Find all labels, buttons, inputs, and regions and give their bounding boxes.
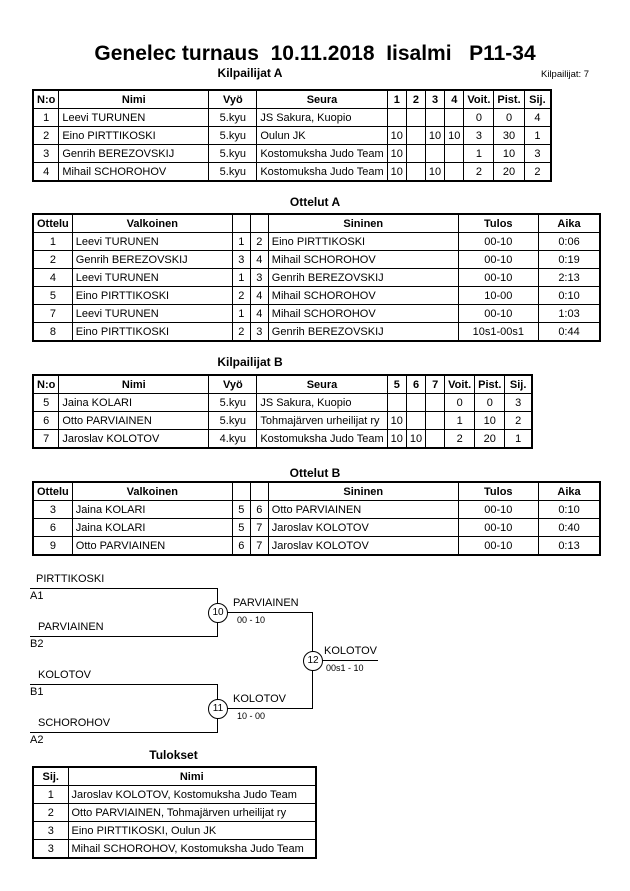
cell-club: Oulun JK bbox=[257, 127, 387, 145]
cell-result-3 bbox=[426, 430, 445, 449]
col-header-blue: Sininen bbox=[268, 482, 458, 501]
cell-no: 7 bbox=[33, 430, 59, 449]
results-table bbox=[32, 766, 317, 859]
result-row bbox=[33, 840, 316, 859]
cell-points: 20 bbox=[494, 163, 524, 182]
cell-name: Mihail SCHOROHOV, Kostomuksha Judo Team bbox=[68, 840, 316, 859]
cell-white-number: 2 bbox=[232, 323, 250, 342]
pool-a-heading: Kilpailijat A bbox=[217, 66, 283, 80]
cell-result: 00-10 bbox=[458, 519, 538, 537]
page-title: Genelec turnaus 10.11.2018 Iisalmi P11-34 bbox=[94, 42, 536, 65]
cell-blue-name: Jaroslav KOLOTOV bbox=[268, 537, 458, 556]
col-header-time: Aika bbox=[538, 214, 600, 233]
cell-blue-number: 3 bbox=[250, 269, 268, 287]
results-heading: Tulokset bbox=[149, 748, 198, 762]
cell-name: Mihail SCHOROHOV bbox=[59, 163, 209, 182]
col-header-name: Nimi bbox=[68, 767, 316, 786]
cell-white-name: Leevi TURUNEN bbox=[72, 233, 232, 251]
cell-wins: 1 bbox=[445, 412, 475, 430]
col-header-blue-number bbox=[250, 482, 268, 501]
cell-wins: 0 bbox=[464, 109, 494, 127]
cell-match-no: 9 bbox=[33, 537, 72, 556]
header-row bbox=[33, 214, 600, 233]
cell-blue-number: 6 bbox=[250, 501, 268, 519]
cell-result: 00-10 bbox=[458, 537, 538, 556]
cell-result-2 bbox=[406, 394, 425, 412]
cell-name: Eino PIRTTIKOSKI bbox=[59, 127, 209, 145]
bracket-winner: PARVIAINEN bbox=[233, 597, 299, 609]
col-header-7: 7 bbox=[426, 375, 445, 394]
cell-result: 00-10 bbox=[458, 251, 538, 269]
cell-points: 10 bbox=[494, 145, 524, 163]
header-row bbox=[33, 375, 532, 394]
cell-white-name: Leevi TURUNEN bbox=[72, 269, 232, 287]
cell-belt: 5.kyu bbox=[209, 127, 257, 145]
cell-blue-number: 3 bbox=[250, 323, 268, 342]
cell-belt: 5.kyu bbox=[209, 394, 257, 412]
bracket-score: 00s1 - 10 bbox=[326, 663, 364, 673]
cell-white-number: 5 bbox=[232, 501, 250, 519]
cell-club: Tohmajärven urheilijat ry bbox=[257, 412, 387, 430]
cell-place: 2 bbox=[524, 163, 551, 182]
cell-no: 2 bbox=[33, 127, 59, 145]
col-header-club: Seura bbox=[257, 90, 387, 109]
match-row bbox=[33, 537, 600, 556]
cell-no: 4 bbox=[33, 163, 59, 182]
cell-points: 0 bbox=[494, 109, 524, 127]
match-row bbox=[33, 251, 600, 269]
match-number-badge: 12 bbox=[303, 651, 323, 671]
cell-place: 3 bbox=[505, 394, 532, 412]
bracket-line bbox=[30, 684, 218, 685]
cell-white-number: 6 bbox=[232, 537, 250, 556]
bracket-line bbox=[30, 588, 218, 589]
col-header-points: Pist. bbox=[475, 375, 505, 394]
competitor-row bbox=[33, 412, 532, 430]
cell-match-no: 7 bbox=[33, 305, 72, 323]
bracket-line bbox=[321, 660, 378, 661]
col-header-points: Pist. bbox=[494, 90, 524, 109]
match-number-badge: 11 bbox=[208, 699, 228, 719]
cell-no: 3 bbox=[33, 145, 59, 163]
bracket-competitor: PIRTTIKOSKI bbox=[36, 573, 105, 585]
result-row bbox=[33, 822, 316, 840]
cell-blue-name: Eino PIRTTIKOSKI bbox=[268, 233, 458, 251]
cell-no: 6 bbox=[33, 412, 59, 430]
cell-no: 5 bbox=[33, 394, 59, 412]
cell-blue-number: 4 bbox=[250, 251, 268, 269]
cell-blue-name: Mihail SCHOROHOV bbox=[268, 287, 458, 305]
cell-belt: 5.kyu bbox=[209, 109, 257, 127]
cell-match-no: 8 bbox=[33, 323, 72, 342]
cell-result-2 bbox=[406, 163, 425, 182]
cell-white-name: Eino PIRTTIKOSKI bbox=[72, 287, 232, 305]
cell-place: 3 bbox=[33, 840, 68, 859]
cell-result: 00-10 bbox=[458, 305, 538, 323]
col-header-no: N:o bbox=[33, 90, 59, 109]
col-header-white-number bbox=[232, 482, 250, 501]
cell-time: 0:10 bbox=[538, 287, 600, 305]
cell-white-name: Eino PIRTTIKOSKI bbox=[72, 323, 232, 342]
col-header-no: N:o bbox=[33, 375, 59, 394]
bracket-line bbox=[226, 612, 312, 613]
cell-result: 10s1-00s1 bbox=[458, 323, 538, 342]
cell-match-no: 3 bbox=[33, 501, 72, 519]
cell-points: 10 bbox=[475, 412, 505, 430]
col-header-place: Sij. bbox=[524, 90, 551, 109]
cell-white-number: 3 bbox=[232, 251, 250, 269]
cell-white-name: Leevi TURUNEN bbox=[72, 305, 232, 323]
cell-blue-number: 4 bbox=[250, 287, 268, 305]
cell-belt: 5.kyu bbox=[209, 412, 257, 430]
col-header-belt: Vyö bbox=[209, 90, 257, 109]
bracket-seed: B1 bbox=[30, 686, 44, 698]
cell-points: 0 bbox=[475, 394, 505, 412]
cell-time: 0:06 bbox=[538, 233, 600, 251]
cell-result-1 bbox=[387, 109, 406, 127]
cell-blue-name: Genrih BEREZOVSKIJ bbox=[268, 323, 458, 342]
col-header-white: Valkoinen bbox=[72, 482, 232, 501]
cell-points: 20 bbox=[475, 430, 505, 449]
col-header-6: 6 bbox=[406, 375, 425, 394]
col-header-1: 1 bbox=[387, 90, 406, 109]
cell-white-name: Genrih BEREZOVSKIJ bbox=[72, 251, 232, 269]
cell-club: JS Sakura, Kuopio bbox=[257, 109, 387, 127]
cell-result: 00-10 bbox=[458, 233, 538, 251]
match-row bbox=[33, 305, 600, 323]
match-row bbox=[33, 233, 600, 251]
cell-time: 0:19 bbox=[538, 251, 600, 269]
matches-b-table bbox=[32, 481, 601, 556]
cell-white-number: 1 bbox=[232, 305, 250, 323]
cell-result-3 bbox=[426, 412, 445, 430]
cell-place: 1 bbox=[524, 127, 551, 145]
cell-result-3 bbox=[425, 109, 444, 127]
competitor-row bbox=[33, 430, 532, 449]
cell-wins: 0 bbox=[445, 394, 475, 412]
cell-place: 3 bbox=[33, 822, 68, 840]
cell-result-4 bbox=[445, 163, 464, 182]
cell-white-name: Jaina KOLARI bbox=[72, 501, 232, 519]
cell-place: 1 bbox=[505, 430, 532, 449]
col-header-blue-number bbox=[250, 214, 268, 233]
cell-name: Otto PARVIAINEN bbox=[59, 412, 209, 430]
col-header-5: 5 bbox=[387, 375, 406, 394]
cell-result-2 bbox=[406, 412, 425, 430]
cell-result-2: 10 bbox=[406, 430, 425, 449]
cell-name: Leevi TURUNEN bbox=[59, 109, 209, 127]
col-header-time: Aika bbox=[538, 482, 600, 501]
cell-match-no: 2 bbox=[33, 251, 72, 269]
cell-result-2 bbox=[406, 127, 425, 145]
col-header-belt: Vyö bbox=[209, 375, 257, 394]
cell-time: 1:03 bbox=[538, 305, 600, 323]
cell-place: 3 bbox=[524, 145, 551, 163]
cell-points: 30 bbox=[494, 127, 524, 145]
col-header-result: Tulos bbox=[458, 214, 538, 233]
bracket-seed: A1 bbox=[30, 590, 44, 602]
cell-time: 0:13 bbox=[538, 537, 600, 556]
cell-club: Kostomuksha Judo Team bbox=[257, 430, 387, 449]
bracket-competitor: PARVIAINEN bbox=[38, 621, 104, 633]
cell-result-1: 10 bbox=[387, 145, 406, 163]
pool-b-heading: Kilpailijat B bbox=[217, 355, 283, 369]
match-row bbox=[33, 519, 600, 537]
col-header-club: Seura bbox=[257, 375, 387, 394]
match-row bbox=[33, 501, 600, 519]
col-header-result: Tulos bbox=[458, 482, 538, 501]
cell-blue-number: 4 bbox=[250, 305, 268, 323]
matches-b-heading: Ottelut B bbox=[289, 466, 341, 480]
cell-wins: 2 bbox=[464, 163, 494, 182]
cell-result: 10-00 bbox=[458, 287, 538, 305]
cell-no: 1 bbox=[33, 109, 59, 127]
cell-white-name: Otto PARVIAINEN bbox=[72, 537, 232, 556]
pool-a-table bbox=[32, 89, 552, 182]
bracket-competitor: KOLOTOV bbox=[38, 669, 91, 681]
col-header-white-number bbox=[232, 214, 250, 233]
cell-wins: 1 bbox=[464, 145, 494, 163]
bracket-line bbox=[226, 708, 312, 709]
cell-time: 0:44 bbox=[538, 323, 600, 342]
cell-belt: 5.kyu bbox=[209, 145, 257, 163]
cell-place: 2 bbox=[505, 412, 532, 430]
competitors-count: Kilpailijat: 7 bbox=[541, 69, 590, 80]
cell-result-2 bbox=[406, 109, 425, 127]
cell-white-number: 2 bbox=[232, 287, 250, 305]
cell-name: Otto PARVIAINEN, Tohmajärven urheilijat ry bbox=[68, 804, 316, 822]
cell-blue-name: Mihail SCHOROHOV bbox=[268, 305, 458, 323]
col-header-blue: Sininen bbox=[268, 214, 458, 233]
cell-result-1 bbox=[387, 394, 406, 412]
cell-belt: 4.kyu bbox=[209, 430, 257, 449]
bracket-competitor: SCHOROHOV bbox=[38, 717, 111, 729]
cell-result-1: 10 bbox=[387, 412, 406, 430]
cell-blue-name: Genrih BEREZOVSKIJ bbox=[268, 269, 458, 287]
cell-result-3: 10 bbox=[425, 163, 444, 182]
cell-name: Jaina KOLARI bbox=[59, 394, 209, 412]
bracket-line bbox=[30, 732, 218, 733]
competitor-row bbox=[33, 394, 532, 412]
col-header-3: 3 bbox=[425, 90, 444, 109]
col-header-place: Sij. bbox=[505, 375, 532, 394]
cell-white-number: 1 bbox=[232, 269, 250, 287]
cell-blue-number: 7 bbox=[250, 537, 268, 556]
cell-time: 0:10 bbox=[538, 501, 600, 519]
cell-place: 2 bbox=[33, 804, 68, 822]
bracket-winner: KOLOTOV bbox=[233, 693, 286, 705]
col-header-wins: Voit. bbox=[445, 375, 475, 394]
cell-result-4: 10 bbox=[445, 127, 464, 145]
header-row bbox=[33, 482, 600, 501]
cell-match-no: 1 bbox=[33, 233, 72, 251]
cell-place: 4 bbox=[524, 109, 551, 127]
cell-white-number: 1 bbox=[232, 233, 250, 251]
competitor-row bbox=[33, 127, 551, 145]
match-number-badge: 10 bbox=[208, 603, 228, 623]
header-row bbox=[33, 90, 551, 109]
col-header-place: Sij. bbox=[33, 767, 68, 786]
competitor-row bbox=[33, 109, 551, 127]
cell-time: 0:40 bbox=[538, 519, 600, 537]
competitor-row bbox=[33, 163, 551, 182]
matches-a-table bbox=[32, 213, 601, 342]
competitor-row bbox=[33, 145, 551, 163]
match-row bbox=[33, 323, 600, 342]
cell-white-number: 5 bbox=[232, 519, 250, 537]
cell-blue-number: 7 bbox=[250, 519, 268, 537]
cell-result-1: 10 bbox=[387, 163, 406, 182]
cell-result-3 bbox=[426, 394, 445, 412]
cell-club: Kostomuksha Judo Team bbox=[257, 145, 387, 163]
cell-result-4 bbox=[445, 145, 464, 163]
cell-match-no: 6 bbox=[33, 519, 72, 537]
bracket-score: 10 - 00 bbox=[237, 711, 266, 721]
cell-result-2 bbox=[406, 145, 425, 163]
bracket-seed: A2 bbox=[30, 734, 44, 746]
bracket-winner: KOLOTOV bbox=[324, 645, 377, 657]
cell-match-no: 4 bbox=[33, 269, 72, 287]
bracket-score: 00 - 10 bbox=[237, 615, 266, 625]
cell-blue-number: 2 bbox=[250, 233, 268, 251]
cell-name: Eino PIRTTIKOSKI, Oulun JK bbox=[68, 822, 316, 840]
result-row bbox=[33, 804, 316, 822]
cell-white-name: Jaina KOLARI bbox=[72, 519, 232, 537]
cell-time: 2:13 bbox=[538, 269, 600, 287]
cell-name: Jaroslav KOLOTOV bbox=[59, 430, 209, 449]
cell-club: JS Sakura, Kuopio bbox=[257, 394, 387, 412]
header-row bbox=[33, 767, 316, 786]
cell-match-no: 5 bbox=[33, 287, 72, 305]
cell-belt: 5.kyu bbox=[209, 163, 257, 182]
cell-blue-name: Jaroslav KOLOTOV bbox=[268, 519, 458, 537]
col-header-name: Nimi bbox=[59, 375, 209, 394]
cell-result-3 bbox=[425, 145, 444, 163]
col-header-match: Ottelu bbox=[33, 214, 72, 233]
col-header-match: Ottelu bbox=[33, 482, 72, 501]
col-header-white: Valkoinen bbox=[72, 214, 232, 233]
cell-result-4 bbox=[445, 109, 464, 127]
cell-wins: 3 bbox=[464, 127, 494, 145]
cell-name: Genrih BEREZOVSKIJ bbox=[59, 145, 209, 163]
cell-result: 00-10 bbox=[458, 501, 538, 519]
cell-club: Kostomuksha Judo Team bbox=[257, 163, 387, 182]
cell-wins: 2 bbox=[445, 430, 475, 449]
cell-blue-name: Mihail SCHOROHOV bbox=[268, 251, 458, 269]
cell-result-3: 10 bbox=[425, 127, 444, 145]
bracket-seed: B2 bbox=[30, 638, 44, 650]
matches-a-heading: Ottelut A bbox=[289, 195, 341, 209]
col-header-wins: Voit. bbox=[464, 90, 494, 109]
col-header-name: Nimi bbox=[59, 90, 209, 109]
match-row bbox=[33, 287, 600, 305]
cell-result: 00-10 bbox=[458, 269, 538, 287]
result-row bbox=[33, 786, 316, 804]
bracket-line bbox=[30, 636, 218, 637]
cell-name: Jaroslav KOLOTOV, Kostomuksha Judo Team bbox=[68, 786, 316, 804]
col-header-2: 2 bbox=[406, 90, 425, 109]
cell-place: 1 bbox=[33, 786, 68, 804]
match-row bbox=[33, 269, 600, 287]
col-header-4: 4 bbox=[445, 90, 464, 109]
cell-result-1: 10 bbox=[387, 127, 406, 145]
cell-result-1: 10 bbox=[387, 430, 406, 449]
pool-b-table bbox=[32, 374, 533, 449]
cell-blue-name: Otto PARVIAINEN bbox=[268, 501, 458, 519]
elimination-bracket bbox=[30, 570, 430, 755]
